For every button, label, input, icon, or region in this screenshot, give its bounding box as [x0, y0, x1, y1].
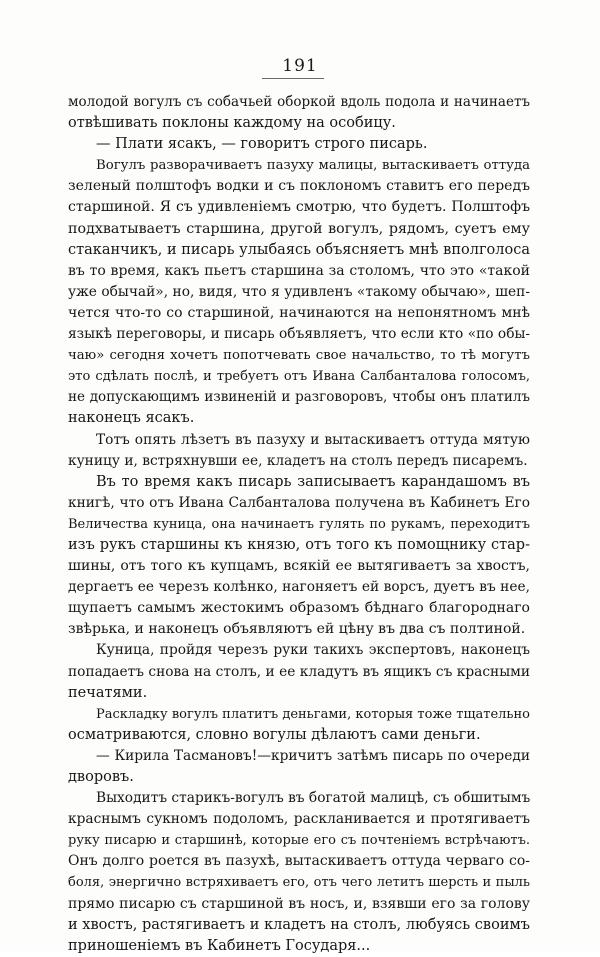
text-line: Въ то время какъ писарь записываетъ карандашомъ въ [96, 473, 530, 490]
text-line: молодой вогулъ съ собачьей оборкой вдоль подола и начинаетъ [68, 94, 530, 110]
paragraph [68, 472, 530, 641]
paragraph [68, 92, 530, 134]
body-text [68, 92, 530, 957]
text-line: чется что-то со старшиной, начинаются на непонятномъ мнѣ [68, 304, 530, 321]
text-line: Вогулъ разворачиваетъ пазуху малицы, вытаскиваетъ оттуда [96, 158, 530, 174]
paragraph [68, 788, 530, 957]
text-line: приношеніемъ въ Кабинетъ Государя... [68, 937, 371, 954]
paragraph [68, 704, 530, 746]
text-line: не допускающимъ извиненій и разговоровъ, чтобы онъ платилъ [68, 389, 530, 406]
text-line: — Плати ясакъ, — говоритъ строго писарь. [96, 136, 428, 153]
text-line: и хвостъ, растягиваетъ и кладетъ на столъ, любуясь своимъ [68, 916, 530, 933]
text-line: куницу и, встряхнувши ее, кладетъ на столъ передъ писаремъ. [68, 452, 528, 469]
text-line: прямо писарю съ старшиной въ носъ, и, взявши его за голову [68, 895, 530, 912]
text-line: Величества куница, она начинаетъ гулять по рукамъ, переходитъ [68, 516, 530, 532]
page-number-rule [262, 78, 324, 79]
paragraph [68, 155, 530, 429]
text-line: уже обычай», но, видя, что я удивленъ «такому обычаю», шеп- [68, 283, 530, 300]
text-line: зеленый полштофъ водки и съ поклономъ ставитъ его передъ [68, 178, 530, 195]
text-line: Куница, пройдя черезъ руки такихъ экспертовъ, наконецъ [96, 642, 530, 659]
text-line: изъ рукъ старшины къ князю, отъ того къ помощнику стар- [68, 536, 530, 553]
text-line: дергаетъ ее черезъ колѣнко, нагоняетъ ей ворсъ, дуетъ въ нее, [68, 579, 530, 596]
text-line: печатями. [68, 684, 148, 701]
text-line: дворовъ. [68, 769, 134, 785]
text-line: шины, отъ того къ купцамъ, всякій ее вытягиваетъ за хвостъ, [68, 558, 530, 575]
text-line: старшиной. Я съ удивленіемъ смотрю, что будетъ. Полштофъ [68, 199, 530, 216]
text-line: Раскладку вогулъ платитъ деньгами, которыя тоже тщательно [96, 706, 530, 722]
text-line: стаканчикъ, и писарь улыбаясь объясняетъ мнѣ вполголоса [68, 241, 530, 258]
text-line: звѣрька, и наконецъ объявляютъ ей цѣну въ два съ полтиной. [68, 621, 526, 638]
text-line: подхватываетъ старшина, другой вогулъ, рядомъ, суетъ ему [68, 220, 530, 237]
text-line: — Кирила Тасмановъ!—кричитъ затѣмъ писарь по очереди [96, 747, 530, 764]
text-line: Онъ долго роется въ пазухѣ, вытаскиваетъ оттуда черваго со- [68, 853, 530, 870]
paragraph [68, 746, 530, 788]
paragraph [68, 134, 530, 155]
paragraph [68, 640, 530, 703]
text-line: это сдѣлать послѣ, и требуетъ отъ Ивана Салбанталова голосомъ, [68, 369, 530, 385]
text-line: въ то время, какъ пьетъ старшина за столомъ, что это «такой [68, 262, 530, 279]
text-line: осматриваются, словно вогулы дѣлаютъ сами деньги. [68, 726, 481, 743]
text-line: щупаетъ самымъ жестокимъ образомъ бѣднаго благороднаго [68, 600, 530, 617]
text-line: краснымъ сукномъ подоломъ, раскланивается и протягиваетъ [68, 811, 530, 828]
text-line: боля, энергично встряхиваетъ его, отъ чего летитъ шерсть и пыль [68, 875, 530, 891]
text-line: Тотъ опять лѣзетъ въ пазуху и вытаскиваетъ оттуда мятую [96, 431, 530, 448]
page-number: 191 [282, 56, 318, 76]
text-line: чаю» сегодня хочетъ попотчевать свое начальство, то тѣ могутъ [68, 348, 530, 364]
text-line: руку писарю и старшинѣ, которые его съ почтеніемъ встрѣчаютъ. [68, 833, 530, 849]
text-line: попадаетъ снова на столъ, и ее кладутъ въ ящикъ съ красными [68, 663, 530, 680]
text-line: отвѣшивать поклоны каждому на особицу. [68, 115, 396, 132]
paragraph [68, 430, 530, 472]
text-line: книгѣ, что отъ Ивана Салбанталова получена въ Кабинетъ Его [68, 494, 530, 511]
text-line: языкѣ переговоры, и писарь объявляетъ, что если кто «по обы- [68, 326, 530, 343]
text-line: наконецъ ясакъ. [68, 410, 195, 427]
text-line: Выходитъ старикъ-вогулъ въ богатой малицѣ, съ обшитымъ [96, 790, 530, 807]
